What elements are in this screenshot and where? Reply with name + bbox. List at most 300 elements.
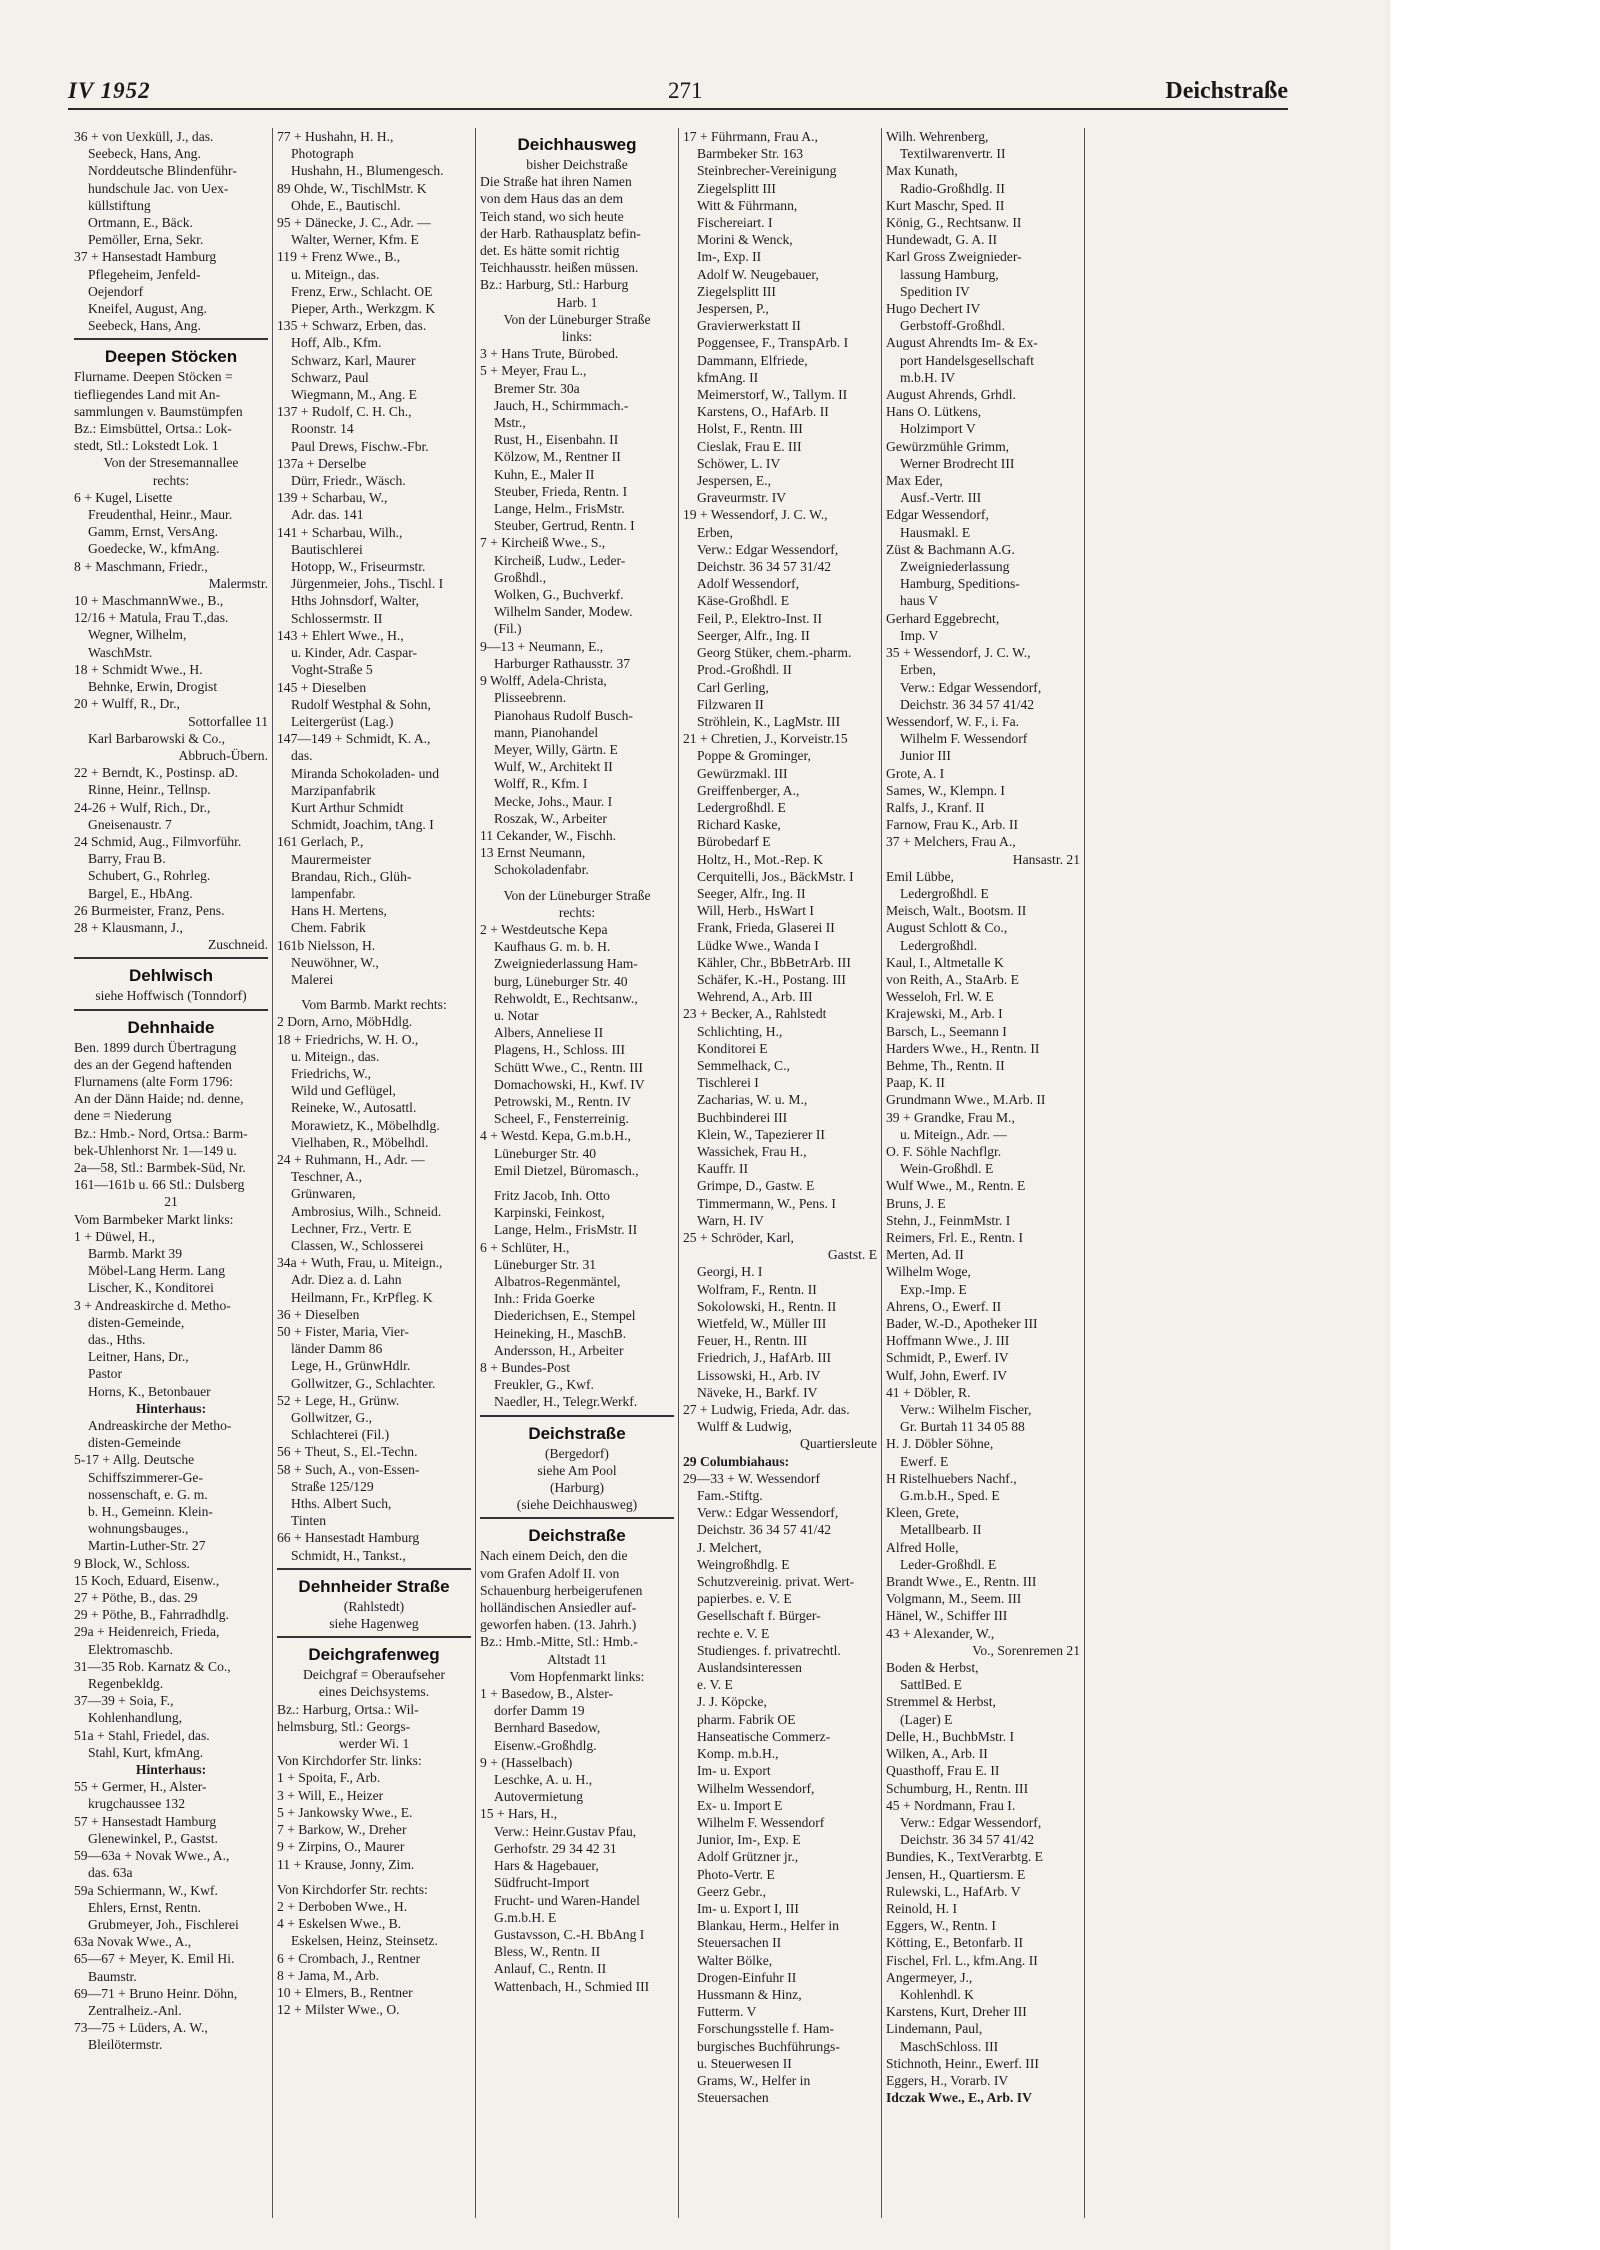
directory-entry: Steinbrecher-Vereinigung xyxy=(697,163,837,179)
directory-entry: Bader, W.-D., Apotheker III xyxy=(886,1316,1038,1332)
directory-entry: Miranda Schokoladen- und xyxy=(291,765,439,781)
directory-entry: Ralfs, J., Kranf. II xyxy=(886,799,985,815)
directory-entry: Im-, Exp. II xyxy=(697,249,762,265)
directory-entry: u. Steuerwesen II xyxy=(697,2055,792,2071)
directory-entry: Carl Gerling, xyxy=(697,679,769,695)
directory-entry: Leder-Großhdl. E xyxy=(900,1556,997,1572)
directory-entry: u. Miteign., Adr. — xyxy=(900,1126,1007,1142)
directory-entry: länder Damm 86 xyxy=(291,1341,383,1357)
directory-entry: Cieslak, Frau E. III xyxy=(697,438,802,454)
directory-entry: Karpinski, Feinkost, xyxy=(494,1205,605,1221)
directory-entry: 135 + Schwarz, Erben, das. xyxy=(277,318,427,334)
directory-entry: 137a + Derselbe xyxy=(277,455,367,471)
directory-entry: Käse-Großhdl. E xyxy=(697,593,790,609)
directory-entry: Behnke, Erwin, Drogist xyxy=(88,679,218,695)
directory-entry: Gamm, Ernst, VersAng. xyxy=(88,524,219,540)
street-heading: Deichhausweg xyxy=(517,135,637,154)
directory-entry: Wild und Geflügel, xyxy=(291,1083,396,1099)
directory-entry: Jensen, H., Quartiersm. E xyxy=(886,1866,1026,1882)
directory-entry: Verw.: Wilhelm Fischer, xyxy=(900,1402,1032,1418)
directory-entry: 56 + Theut, S., El.-Techn. xyxy=(277,1444,418,1460)
directory-entry: Kaul, I., Altmetalle K xyxy=(886,954,1004,970)
directory-entry: Jürgenmeier, Johs., Tischl. I xyxy=(291,576,444,592)
directory-entry: Hänel, W., Schiffer III xyxy=(886,1608,1008,1624)
directory-entry: b. H., Gemeinn. Klein- xyxy=(88,1504,213,1520)
directory-entry: Schumburg, H., Rentn. III xyxy=(886,1780,1029,1796)
directory-entry: G.m.b.H., Sped. E xyxy=(900,1488,1000,1504)
directory-entry: Meyer, Willy, Gärtn. E xyxy=(494,741,618,757)
directory-entry: Tinten xyxy=(291,1513,327,1529)
directory-entry: nossenschaft, e. G. m. xyxy=(88,1486,208,1502)
directory-entry: 65—67 + Meyer, K. Emil Hi. xyxy=(74,1951,235,1967)
directory-entry: 37 + Melchers, Frau A., xyxy=(886,834,1016,850)
directory-entry: Bz.: Eimsbüttel, Ortsa.: Lok- xyxy=(74,421,232,437)
directory-entry: Fam.-Stiftg. xyxy=(697,1488,763,1504)
directory-entry: Schutzvereinig. privat. Wert- xyxy=(697,1574,855,1590)
directory-entry: Karstens, O., HafArb. II xyxy=(697,404,829,420)
directory-entry: 29a + Heidenreich, Frieda, xyxy=(74,1624,220,1640)
directory-entry: Metallbearb. II xyxy=(900,1522,982,1538)
directory-entry: Filzwaren II xyxy=(697,696,764,712)
directory-entry: Voght-Straße 5 xyxy=(291,662,373,678)
directory-entry: 18 + Friedrichs, W. H. O., xyxy=(277,1031,419,1047)
directory-entry: Gewürzmakl. III xyxy=(697,765,788,781)
directory-entry: Roszak, W., Arbeiter xyxy=(494,810,607,826)
directory-entry: det. Es hätte somit richtig xyxy=(480,243,620,259)
directory-entry: Grundmann Wwe., M.Arb. II xyxy=(886,1092,1046,1108)
directory-entry: Ledergroßhdl. xyxy=(900,937,978,953)
directory-entry: Deichstr. 36 34 57 41/42 xyxy=(900,696,1035,712)
street-heading: Dehnheider Straße xyxy=(298,1576,450,1596)
directory-entry: Pianohaus Rudolf Busch- xyxy=(494,707,633,723)
directory-entry: J. Melchert, xyxy=(697,1539,762,1555)
directory-entry: Morini & Wenck, xyxy=(697,232,793,248)
directory-entry: Heilmann, Fr., KrPfleg. K xyxy=(291,1289,433,1305)
directory-entry: 34a + Wuth, Frau, u. Miteign., xyxy=(277,1255,443,1271)
directory-entry: Rehwoldt, E., Rechtsanw., xyxy=(494,990,638,1006)
directory-entry: Grubmeyer, Joh., Fischlerei xyxy=(88,1916,239,1932)
directory-entry: 35 + Wessendorf, J. C. W., xyxy=(886,645,1031,661)
directory-entry: Max Eder, xyxy=(886,473,943,489)
directory-entry: Schmidt, Joachim, tAng. I xyxy=(291,817,434,833)
directory-entry: 10 + MaschmannWwe., B., xyxy=(74,593,224,609)
directory-entry: von dem Haus das an dem xyxy=(480,191,624,207)
directory-entry: 39 + Grandke, Frau M., xyxy=(886,1109,1015,1125)
directory-entry: Holtz, H., Mot.-Rep. K xyxy=(697,851,824,867)
directory-entry: Wesseloh, Frl. W. E xyxy=(886,989,994,1005)
directory-entry: Adr. Diez a. d. Lahn xyxy=(291,1272,402,1288)
directory-entry: 5 + Meyer, Frau L., xyxy=(480,363,587,379)
directory-entry: 24 Schmid, Aug., Filmvorführ. xyxy=(74,833,242,849)
directory-entry: Lissowski, H., Arb. IV xyxy=(697,1367,821,1383)
directory-entry: Ziegelsplitt III xyxy=(697,180,776,196)
column-3 xyxy=(476,128,679,2218)
directory-entry: Lange, Helm., FrisMstr. II xyxy=(494,1222,638,1238)
directory-entry: Friedrichs, W., xyxy=(291,1065,372,1081)
directory-entry: Großhdl., xyxy=(494,569,547,585)
directory-entry: 1 + Düwel, H., xyxy=(74,1228,155,1244)
directory-entry: Pflegeheim, Jenfeld- xyxy=(88,266,201,282)
directory-entry: Vom Barmb. Markt rechts: xyxy=(301,997,447,1013)
directory-entry: Behme, Th., Rentn. II xyxy=(886,1057,1005,1073)
page-header xyxy=(68,78,1288,110)
directory-entry: SattlBed. E xyxy=(900,1677,962,1693)
directory-entry: Quasthoff, Frau E. II xyxy=(886,1763,1000,1779)
directory-entry: sammlungen v. Baumstümpfen xyxy=(74,403,243,419)
directory-entry: Wolken, G., Buchverkf. xyxy=(494,587,624,603)
directory-entry: Seebeck, Hans, Ang. xyxy=(88,318,201,334)
directory-entry: Lange, Helm., FrisMstr. xyxy=(494,501,625,517)
directory-entry: 59a Schiermann, W., Kwf. xyxy=(74,1882,218,1898)
directory-entry: Elektromaschb. xyxy=(88,1641,173,1657)
directory-entry: Prod.-Großhdl. II xyxy=(697,662,792,678)
directory-entry: Hamburg, Speditions- xyxy=(900,576,1020,592)
directory-entry: Zuschneid. xyxy=(207,937,268,953)
directory-entry: Hans H. Mertens, xyxy=(291,903,387,919)
directory-entry: 9 Block, W., Schloss. xyxy=(74,1555,190,1571)
directory-entry: (Fil.) xyxy=(494,621,522,637)
directory-entry: Classen, W., Schlosserei xyxy=(291,1238,424,1253)
directory-entry: Geerz Gebr., xyxy=(697,1883,767,1899)
directory-entry: Grote, A. I xyxy=(886,765,945,781)
directory-entry: lassung Hamburg, xyxy=(900,266,999,282)
directory-entry: 24-26 + Wulf, Rich., Dr., xyxy=(74,799,211,815)
directory-entry: 20 + Wulff, R., Dr., xyxy=(74,696,180,712)
directory-entry: Klein, W., Tapezierer II xyxy=(697,1126,825,1142)
directory-entry: 9 + Zirpins, O., Maurer xyxy=(277,1839,405,1855)
directory-entry: rechts: xyxy=(152,472,190,488)
directory-entry: Eggers, W., Rentn. I xyxy=(886,1918,996,1934)
directory-entry: helmsburg, Stl.: Georgs- xyxy=(277,1718,411,1734)
directory-entry: Futterm. V xyxy=(697,2004,757,2020)
directory-entry: 2 + Derboben Wwe., H. xyxy=(277,1898,408,1914)
directory-entry: Merten, Ad. II xyxy=(886,1247,964,1263)
directory-entry: 55 + Germer, H., Alster- xyxy=(74,1779,207,1795)
directory-entry: Drogen-Einfuhr II xyxy=(697,1969,797,1985)
directory-entry: Karl Barbarowski & Co., xyxy=(88,730,226,746)
directory-entry: Imp. V xyxy=(900,627,939,643)
directory-entry: Schiffszimmerer-Ge- xyxy=(88,1469,203,1485)
section-divider xyxy=(277,1568,471,1570)
directory-entry: Leschke, A. u. H., xyxy=(494,1772,593,1788)
directory-entry: 13 Ernst Neumann, xyxy=(480,845,586,861)
directory-entry: Ortmann, E., Bäck. xyxy=(88,215,193,231)
directory-entry: Mstr., xyxy=(494,415,526,431)
directory-entry: Will, Herb., HsWart I xyxy=(697,903,814,919)
directory-entry: Weingroßhdlg. E xyxy=(697,1556,790,1572)
directory-entry: Steuersachen II xyxy=(697,1935,782,1951)
street-heading: Dehnhaide xyxy=(127,1017,215,1037)
directory-entry: Radio-Großhdlg. II xyxy=(900,180,1005,196)
directory-entry: 52 + Lege, H., Grünw. xyxy=(277,1392,400,1408)
directory-entry: 59—63a + Novak Wwe., A., xyxy=(74,1848,230,1864)
directory-entry: Wehrend, A., Arb. III xyxy=(697,989,813,1005)
directory-entry: Glenewinkel, P., Gastst. xyxy=(88,1830,218,1846)
directory-columns xyxy=(70,128,1290,2218)
directory-entry: Feil, P., Elektro-Inst. II xyxy=(697,610,822,626)
directory-entry: Graveurmstr. IV xyxy=(697,490,787,506)
directory-entry: Verw.: Edgar Wessendorf, xyxy=(900,679,1042,695)
directory-entry: Hundewadt, G. A. II xyxy=(886,232,997,248)
directory-entry: Straße 125/129 xyxy=(291,1478,374,1494)
directory-entry: disten-Gemeinde xyxy=(88,1435,181,1451)
directory-entry: 29—33 + W. Wessendorf xyxy=(683,1470,820,1486)
directory-entry: 161 Gerlach, P., xyxy=(277,834,364,850)
directory-entry: Albers, Anneliese II xyxy=(494,1025,604,1041)
directory-entry: 19 + Wessendorf, J. C. W., xyxy=(683,507,828,523)
directory-entry: Ahrens, O., Ewerf. II xyxy=(886,1298,1002,1314)
directory-entry: Deichstr. 36 34 57 41/42 xyxy=(900,1832,1035,1848)
directory-entry: burgisches Buchführungs- xyxy=(697,2038,840,2054)
directory-entry: 139 + Scharbau, W., xyxy=(277,490,388,506)
directory-entry: 4 + Westd. Kepa, G.m.b.H., xyxy=(480,1128,631,1144)
page-number: 271 xyxy=(668,78,703,103)
directory-entry: Horns, K., Betonbauer xyxy=(88,1383,211,1399)
directory-entry: burg, Lüneburger Str. 40 xyxy=(494,973,628,989)
directory-entry: Mecke, Johs., Maur. I xyxy=(494,793,613,809)
directory-entry: Angermeyer, J., xyxy=(886,1969,973,1985)
directory-entry: Holzimport V xyxy=(900,421,976,437)
directory-entry: 21 xyxy=(164,1194,178,1210)
directory-entry: Kaufhaus G. m. b. H. xyxy=(494,939,611,955)
directory-entry: Ohde, E., Bautischl. xyxy=(291,197,401,213)
directory-entry: Wilhelm Sander, Modew. xyxy=(494,604,633,620)
directory-entry: Wessendorf, W. F., i. Fa. xyxy=(886,713,1019,729)
directory-entry: m.b.H. IV xyxy=(900,369,956,385)
directory-entry: Timmermann, W., Pens. I xyxy=(697,1195,836,1211)
column-6 xyxy=(1085,128,1288,2218)
directory-entry: 95 + Dänecke, J. C., Adr. — xyxy=(277,215,431,231)
directory-entry: Wegner, Wilhelm, xyxy=(88,627,187,643)
directory-entry: Zweigniederlassung xyxy=(900,559,1010,575)
volume-year: IV 1952 xyxy=(68,78,151,103)
directory-entry: Schütt Wwe., C., Rentn. III xyxy=(494,1059,643,1075)
directory-entry: Lege, H., GrünwHdlr. xyxy=(291,1358,411,1374)
directory-entry: Autovermietung xyxy=(494,1789,584,1805)
directory-entry: u. Miteign., das. xyxy=(291,1048,380,1064)
directory-entry: links: xyxy=(561,329,593,345)
directory-entry: Freudenthal, Heinr., Maur. xyxy=(88,507,233,523)
directory-entry: Kötting, E., Betonfarb. II xyxy=(886,1935,1024,1951)
directory-entry: lampenfabr. xyxy=(291,885,356,901)
directory-entry: Marzipanfabrik xyxy=(291,782,376,798)
directory-entry: Schwarz, Karl, Maurer xyxy=(291,352,416,368)
directory-entry: Lüneburger Str. 31 xyxy=(494,1256,597,1272)
directory-entry: Harders Wwe., H., Rentn. II xyxy=(886,1040,1040,1056)
spacer xyxy=(277,988,471,996)
directory-entry: Andreaskirche der Metho- xyxy=(88,1418,232,1434)
directory-entry: 17 + Führmann, Frau A., xyxy=(683,129,818,144)
directory-entry: H. J. Döbler Söhne, xyxy=(886,1436,994,1452)
directory-entry: Deichstr. 36 34 57 41/42 xyxy=(697,1522,832,1538)
directory-entry: Wilhelm Woge, xyxy=(886,1264,971,1280)
directory-entry: Scheel, F., Fensterreinig. xyxy=(494,1111,629,1127)
directory-entry: Schäfer, K.-H., Postang. III xyxy=(697,971,846,987)
column-1 xyxy=(70,128,273,2218)
directory-entry: Näveke, H., Barkf. IV xyxy=(697,1384,818,1400)
directory-entry: hundschule Jac. von Uex- xyxy=(88,180,229,196)
directory-entry: 145 + Dieselben xyxy=(277,679,367,695)
directory-entry: Hinterhaus: xyxy=(135,1400,207,1416)
directory-entry: Kurt Arthur Schmidt xyxy=(291,799,404,815)
directory-entry: Andersson, H., Arbeiter xyxy=(494,1342,624,1358)
directory-entry: Bz.: Hmb.- Nord, Ortsa.: Barm- xyxy=(74,1125,248,1141)
directory-entry: Schmidt, P., Ewerf. IV xyxy=(886,1350,1009,1366)
directory-entry: Sottorfallee 11 xyxy=(188,713,268,729)
directory-entry: 5 + Jankowsky Wwe., E. xyxy=(277,1804,413,1820)
directory-entry: 7 + Barkow, W., Dreher xyxy=(277,1822,407,1838)
directory-entry: Südfrucht-Import xyxy=(494,1875,590,1891)
directory-entry: August Ahrendts Im- & Ex- xyxy=(886,335,1038,351)
directory-entry: Konditorei E xyxy=(697,1040,768,1056)
directory-entry: Karstens, Kurt, Dreher III xyxy=(886,2004,1027,2020)
directory-entry: Oejendorf xyxy=(88,283,144,299)
directory-entry: Kneifel, August, Ang. xyxy=(88,301,207,317)
directory-entry: Flurname. Deepen Stöcken = xyxy=(74,369,233,385)
directory-entry: Deichgraf = Oberaufseher xyxy=(302,1667,446,1683)
directory-entry: Pieper, Arth., Werkzgm. K xyxy=(291,301,436,317)
directory-entry: 58 + Such, A., von-Essen- xyxy=(277,1461,420,1477)
directory-entry: Frenz, Erw., Schlacht. OE xyxy=(291,283,433,299)
directory-entry: 89 Ohde, W., TischlMstr. K xyxy=(277,180,427,196)
directory-entry: Bz.: Harburg, Ortsa.: Wil- xyxy=(277,1701,419,1717)
directory-entry: Hotopp, W., Friseurmstr. xyxy=(291,559,426,575)
directory-entry: Hinterhaus: xyxy=(135,1762,207,1778)
directory-entry: Nach einem Deich, den die xyxy=(480,1548,628,1564)
directory-entry: Buchbinderei III xyxy=(697,1109,788,1125)
directory-entry: Hausmakl. E xyxy=(900,524,971,540)
directory-entry: Hths Johnsdorf, Walter, xyxy=(291,593,419,609)
directory-entry: 21 + Chretien, J., Korveistr.15 xyxy=(683,731,848,747)
directory-entry: Quartiersleute xyxy=(800,1436,877,1452)
directory-entry: Lindemann, Paul, xyxy=(886,2021,983,2037)
directory-entry: Malermstr. xyxy=(208,575,268,591)
directory-entry: Hanseatische Commerz- xyxy=(697,1728,831,1744)
directory-entry: Frank, Frieda, Glaserei II xyxy=(697,920,835,936)
directory-entry: Holst, F., Rentn. III xyxy=(697,421,803,437)
directory-entry: Bürobedarf E xyxy=(697,834,771,850)
directory-entry: geworfen haben. (13. Jahrh.) xyxy=(480,1617,637,1633)
directory-entry: Wilhelm F. Wessendorf xyxy=(697,1814,825,1830)
directory-entry: 15 Koch, Eduard, Eisenw., xyxy=(74,1572,220,1588)
directory-entry: Möbel-Lang Herm. Lang xyxy=(88,1263,226,1279)
directory-entry: küllstiftung xyxy=(88,197,151,213)
directory-entry: 6 + Kugel, Lisette xyxy=(74,489,173,505)
directory-entry: Diederichsen, E., Stempel xyxy=(494,1308,636,1324)
directory-entry: Delle, H., BuchbMstr. I xyxy=(886,1728,1014,1744)
directory-entry: 3 + Hans Trute, Bürobed. xyxy=(480,346,619,362)
directory-entry: Meisch, Walt., Bootsm. II xyxy=(886,903,1027,919)
directory-entry: Bundies, K., TextVerarbtg. E xyxy=(886,1849,1043,1865)
directory-entry: Verw.: Edgar Wessendorf, xyxy=(900,1814,1042,1830)
directory-entry: Schlichting, H., xyxy=(697,1023,783,1039)
directory-entry: 147—149 + Schmidt, K. A., xyxy=(277,731,431,747)
directory-entry: Teich stand, wo sich heute xyxy=(480,208,624,224)
directory-entry: Friedrich, J., HafArb. III xyxy=(697,1350,832,1366)
directory-entry: Bless, W., Rentn. II xyxy=(494,1944,601,1960)
section-divider xyxy=(480,1517,674,1519)
directory-entry: 66 + Hansestadt Hamburg xyxy=(277,1530,420,1546)
directory-entry: e. V. E xyxy=(697,1677,733,1693)
directory-entry: 51a + Stahl, Friedel, das. xyxy=(74,1727,210,1743)
directory-entry: Barry, Frau B. xyxy=(88,851,166,867)
directory-entry: Idczak Wwe., E., Arb. IV xyxy=(886,2090,1032,2106)
directory-entry: pharm. Fabrik OE xyxy=(697,1711,796,1727)
directory-entry: 10 + Elmers, B., Rentner xyxy=(277,1984,413,2000)
directory-entry: 45 + Nordmann, Frau I. xyxy=(886,1797,1016,1813)
directory-entry: Hths. Albert Such, xyxy=(291,1496,392,1512)
directory-entry: Reineke, W., Autosattl. xyxy=(291,1100,417,1116)
directory-entry: papierbes. e. V. E xyxy=(697,1591,792,1607)
directory-entry: Wulf Wwe., M., Rentn. E xyxy=(886,1178,1026,1194)
directory-entry: Stichnoth, Heinr., Ewerf. III xyxy=(886,2055,1039,2071)
directory-entry: (siehe Deichhausweg) xyxy=(516,1497,638,1513)
directory-entry: Plagens, H., Schloss. III xyxy=(494,1042,626,1058)
directory-entry: dene = Niederung xyxy=(74,1108,172,1124)
directory-entry: Hoff, Alb., Kfm. xyxy=(291,335,382,351)
directory-entry: (Rahlstedt) xyxy=(343,1598,405,1614)
directory-entry: Boden & Herbst, xyxy=(886,1660,979,1676)
directory-entry: Kurt Maschr, Sped. II xyxy=(886,197,1005,213)
directory-entry: Zacharias, W. u. M., xyxy=(697,1092,808,1108)
directory-entry: Erben, xyxy=(697,524,733,540)
directory-entry: Kähler, Chr., BbBetrArb. III xyxy=(697,954,851,970)
directory-entry: Paul Drews, Fischw.-Fbr. xyxy=(291,438,429,454)
directory-entry: siehe Hagenweg xyxy=(329,1616,419,1632)
directory-entry: Vom Barmbeker Markt links: xyxy=(74,1211,234,1227)
directory-entry: 4 + Eskelsen Wwe., B. xyxy=(277,1916,402,1932)
directory-entry: 36 + von Uexküll, J., das. xyxy=(74,129,214,144)
directory-entry: Von der Lüneburger Straße xyxy=(503,311,651,327)
directory-entry: Brandt Wwe., E., Rentn. III xyxy=(886,1574,1037,1590)
directory-entry: Sokolowski, H., Rentn. II xyxy=(697,1298,837,1314)
directory-entry: Stremmel & Herbst, xyxy=(886,1694,996,1710)
directory-entry: 1 + Spoita, F., Arb. xyxy=(277,1770,381,1786)
directory-entry: Leitner, Hans, Dr., xyxy=(88,1349,189,1365)
directory-entry: 5-17 + Allg. Deutsche xyxy=(74,1452,195,1468)
directory-entry: 119 + Frenz Wwe., B., xyxy=(277,249,401,265)
directory-entry: O. F. Söhle Nachflgr. xyxy=(886,1143,1002,1159)
directory-entry: Farnow, Frau K., Arb. II xyxy=(886,817,1019,833)
directory-entry: Wein-Großhdl. E xyxy=(900,1161,994,1177)
directory-entry: siehe Am Pool xyxy=(537,1462,617,1478)
directory-entry: Adolf Grützner jr., xyxy=(697,1849,799,1865)
directory-entry: Schlossermstr. II xyxy=(291,610,383,626)
directory-entry: Reinold, H. I xyxy=(886,1900,957,1916)
directory-entry: das. xyxy=(291,748,313,764)
directory-entry: Grimpe, D., Gastw. E xyxy=(697,1178,815,1194)
directory-entry: vom Grafen Adolf II. von xyxy=(480,1565,620,1581)
directory-entry: Von der Stresemannallee xyxy=(103,455,239,471)
street-heading: Deichstraße xyxy=(528,1526,626,1546)
directory-entry: Wilken, A., Arb. II xyxy=(886,1746,988,1762)
directory-entry: Ausf.-Vertr. III xyxy=(900,490,982,506)
directory-entry: Teichhausstr. heißen müssen. xyxy=(480,260,639,276)
directory-entry: Barmbeker Str. 163 xyxy=(697,146,804,162)
directory-entry: Bruns, J. E xyxy=(886,1195,946,1211)
directory-entry: Dammann, Elfriede, xyxy=(697,352,808,368)
directory-entry: Gesellschaft f. Bürger- xyxy=(697,1608,821,1624)
directory-entry: Brandau, Rich., Glüh- xyxy=(291,868,412,884)
directory-entry: 36 + Dieselben xyxy=(277,1306,360,1322)
directory-entry: Fischereiart. I xyxy=(697,215,773,231)
directory-entry: Grams, W., Helfer in xyxy=(697,2072,811,2088)
directory-entry: Steuber, Frieda, Rentn. I xyxy=(494,483,628,499)
directory-entry: Cerquitelli, Jos., BäckMstr. I xyxy=(697,868,854,884)
directory-entry: Harb. 1 xyxy=(556,294,598,310)
directory-entry: port Handelsgesellschaft xyxy=(900,352,1035,368)
directory-entry: mann, Pianohandel xyxy=(494,724,599,740)
